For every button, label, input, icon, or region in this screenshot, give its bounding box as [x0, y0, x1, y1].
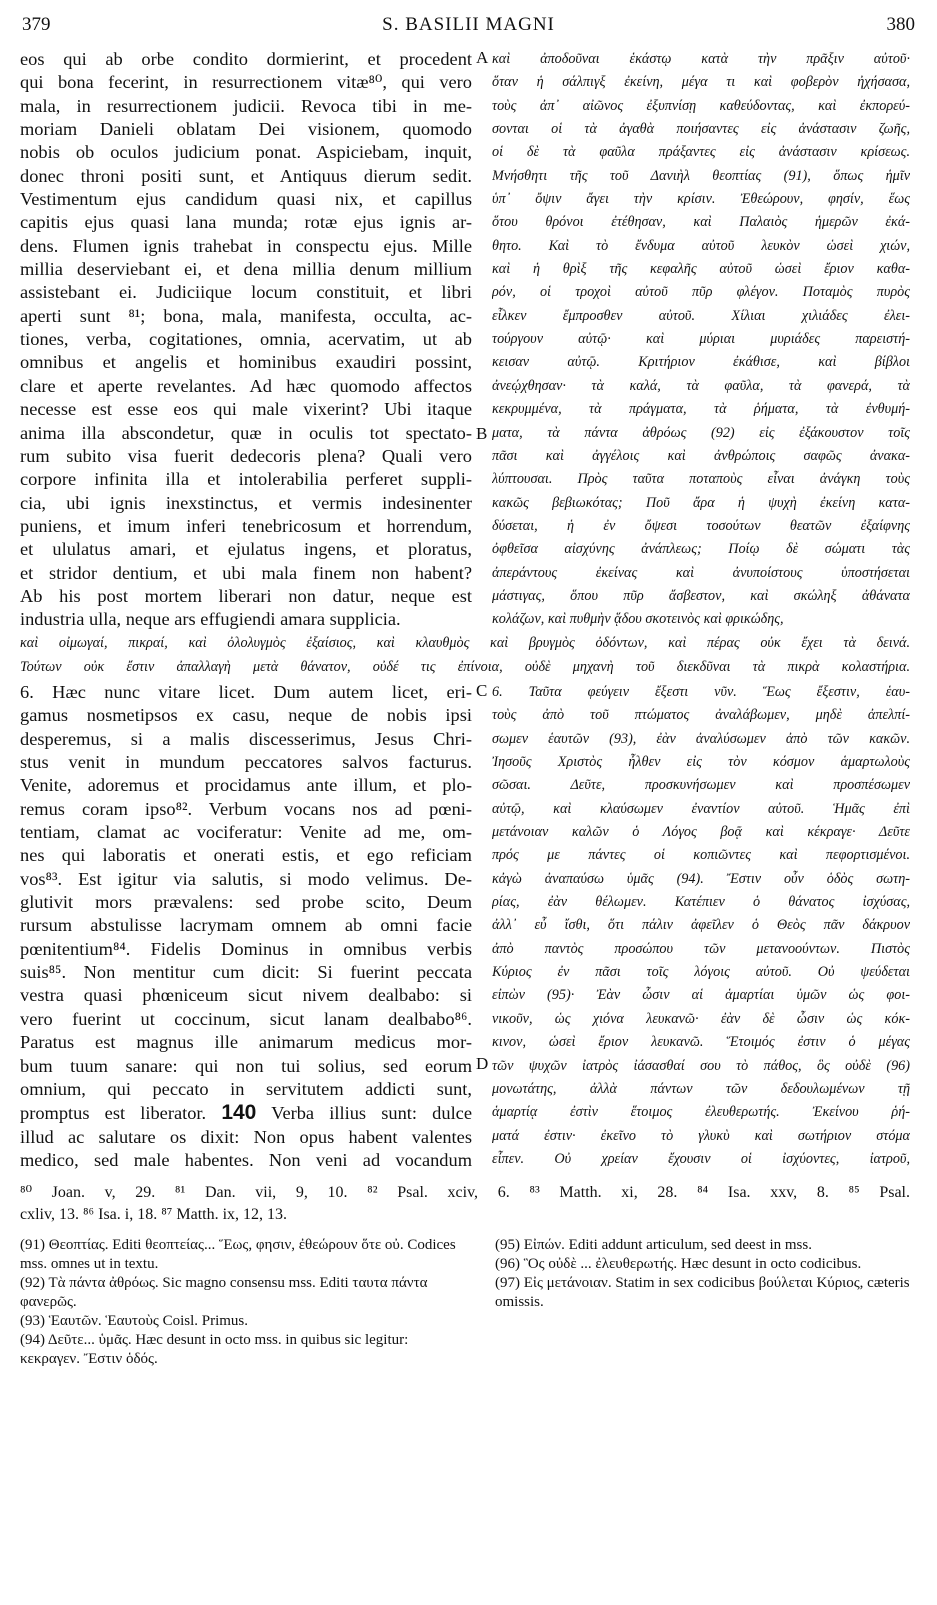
greek-text-line: 6. Ταῦτα φεύγειν ἔξεστι νῦν. Ἕως ἔξεστιν, ἑαυ-: [492, 684, 910, 700]
latin-text-line: cia, ubi ignis inexstinctus, et vermis indesinenter: [20, 492, 472, 513]
greek-text-line: τῶν ψυχῶν ἰατρὸς ἰάσασθαί σου τὸ πάθος, ὃς οὐδὲ (96): [492, 1057, 910, 1074]
section-marker-c: C: [476, 681, 488, 700]
greek-text-line: ἀπὸ παντὸς προσώπου τῶν μετανοούντων. Πιστὸς: [492, 940, 910, 957]
footnote: (91) Θεοπτίας. Editi θεοπτείας... Ἕως, φησιν, ἐθεώρουν ὅτε οὐ. Codices mss. omnes ut in textu.: [20, 1237, 456, 1272]
greek-text-line: εἷλκεν ἔμπροσθεν αὐτοῦ. Χίλιαι χιλιάδες ἐλει-: [492, 307, 910, 324]
greek-text-line: κεκρυμμένα, τὰ πράγματα, τὰ ῥήματα, τὰ ἐνθυμή-: [492, 401, 910, 418]
scripture-references: [20, 1182, 910, 1226]
greek-text-line: μετάνοιαν καλῶν ὁ Λόγος βοᾷ καὶ κέκραγε· Δεῦτε: [492, 824, 910, 841]
latin-text-line: 6. Hæc nunc vitare licet. Dum autem licet, eri-: [20, 682, 472, 702]
greek-text-line: σῶσαι. Δεῦτε, προσκυνήσωμεν καὶ προσπέσωμεν: [492, 777, 910, 794]
greek-text-line: καὶ ἀποδοῦναι ἑκάστῳ κατὰ τὴν πρᾶξιν αὐτοῦ·: [492, 51, 910, 67]
footnote: (96) Ὃς οὐδὲ ... ἐλευθερωτής. Hæc desunt in octo codicibus.: [495, 1256, 862, 1272]
page-number-left: 379: [22, 14, 51, 35]
greek-text-line: ματα, τὰ πάντα ἀθρόως (92) εἰς ἐξάκουστον τοῖς: [492, 424, 910, 441]
greek-text-line: οἱ δὲ τὰ φαῦλα πράξαντες εἰς ἀνάστασιν κρίσεως.: [492, 144, 910, 161]
latin-text-line: rum subito visa fuerit dedecoris plena? Quali vero: [20, 445, 472, 466]
greek-text-line: καὶ οἰμωγαί, πικραί, καὶ ὀλολυγμὸς ἐξαίσιος, καὶ κλαυθμὸς καὶ βρυγμὸς ὀδόντων, καὶ πέρας οὐκ ἔχει τὰ δεινά.: [20, 635, 910, 651]
greek-text-line: κεισαν αὐτῷ. Κριτήριον ἐκάθισε, καὶ βίβλοι: [492, 354, 910, 371]
latin-text-line: gamus nosmetipsos ex casu, neque de nobis ipsi: [20, 705, 472, 726]
greek-text-line: σωμεν ἑαυτῶν (93), ἐὰν ἀναλύσωμεν ἀπὸ τῶν κακῶν.: [492, 730, 910, 747]
greek-text-line: εἰπὼν (95)· Ἐὰν ὦσιν αἱ ἁμαρτίαι ὑμῶν ὡς φοι-: [492, 987, 910, 1004]
latin-text-line: aperti sunt ⁸¹; bona, mala, manifesta, occulta, ac-: [20, 305, 472, 326]
greek-text-line: ὀφθεῖσα αἰσχύνης ἀνάπλεως; Ποίῳ δὲ σώματι τὰς: [492, 541, 910, 558]
latin-text-line: corpore infinita illa et intolerabilia perferet suppli-: [20, 469, 472, 490]
latin-text-line: industria ulla, neque ars effugiendi amara supplicia.: [20, 609, 401, 630]
greek-text-line: εἶπεν. Οὐ χρείαν ἔχουσιν οἱ ἰσχύοντες, ἰατροῦ,: [492, 1150, 910, 1167]
greek-text-line: μονωτάτης, ἀλλὰ πάντων τῶν δεδουλωμένων τῇ: [492, 1080, 910, 1097]
greek-text-line: κακῶς βεβιωκότας; Ποῦ ἄρα ἡ ψυχὴ ἐκείνη κατα-: [492, 494, 910, 511]
footnote: (95) Εἰπών. Editi addunt articulum, sed deest in mss.: [495, 1237, 812, 1253]
latin-text-line: [20, 1101, 472, 1125]
greek-text-line: ρίας, ἐὰν θέλωμεν. Κατέπιεν ὁ θάνατος ἰσχύσας,: [492, 894, 910, 911]
latin-column-upper: [20, 48, 472, 632]
greek-text-line: δύσεται, ἡ ἐν ὄψεσι τοσούτων θεατῶν ἐξαίφνης: [492, 517, 910, 534]
latin-text-line: nobis ob oculos judicium ponat. Aspiciebam, inquit,: [20, 142, 472, 163]
greek-text-line: Κύριος ἐν πᾶσι τοῖς λόγοις αὐτοῦ. Οὐ ψεύδεται: [492, 964, 910, 981]
greek-text-line: ἀπεράντους ἐκείνας καὶ ἀνυποίστους ὑποστήσεται: [492, 564, 910, 581]
latin-text-line: stus venit in mundum peccatores salvos facturus.: [20, 752, 472, 773]
latin-text-line: Ab his post mortem liberari non datur, neque est: [20, 585, 472, 606]
latin-text-line: qui bona fecerint, in resurrectionem vitæ⁸⁰, qui vero: [20, 72, 472, 93]
footnote: (97) Εἰς μετάνοιαν. Statim in sex codicibus βούλεται Κύριος, cæteris omissis.: [495, 1275, 910, 1310]
latin-text-line: et ululatus amari, et ejulatus ingens, et ploratus,: [20, 539, 472, 560]
greek-text-line: τούργουν αὐτῷ· καὶ μύριαι μυριάδες παρειστή-: [492, 331, 910, 348]
latin-text-line: clare et aperte revelantes. Ad hæc quomodo affectos: [20, 375, 472, 396]
greek-text-line: τοὺς ἀπὸ τοῦ πτώματος ἀναλάβωμεν, μηδὲ ἀπελπί-: [492, 707, 910, 724]
greek-text-line: Ἰησοῦς Χριστὸς ἦλθεν εἰς τὸν κόσμον ἁμαρτωλοὺς: [492, 754, 910, 771]
greek-text-line: κινον, ὡσεὶ ἔριον λευκανῶ. Ἕτοιμός ἐστιν ὁ μέγας: [492, 1034, 910, 1051]
latin-text-line: tiones, verba, cogitationes, omnia, acervatim, ut ab: [20, 329, 472, 350]
greek-column-lower: [492, 681, 910, 1172]
greek-text-line: Μνήσθητι τῆς τοῦ Δανιὴλ θεοπτίας (91), ὅπως ἡμῖν: [492, 167, 910, 184]
latin-text-line: vos⁸³. Est igitur via salutis, si modo velimus. De-: [20, 868, 472, 889]
latin-column-lower: [20, 681, 472, 1172]
latin-text-line: necesse est esse eos qui male vixerint? Ubi itaque: [20, 399, 472, 420]
latin-text-line: glutivit mors prævalens: sed probe scito, Deum: [20, 892, 472, 913]
footnote: (93) Ἑαυτῶν. Ἑαυτοὺς Coisl. Primus.: [20, 1313, 249, 1329]
running-title: S. BASILII MAGNI: [382, 14, 555, 35]
greek-text-line: [492, 1171, 910, 1172]
section-marker-d: D: [476, 1054, 489, 1073]
latin-text-line: bum tuum sanare: qui non tui solius, sed eorum: [20, 1055, 472, 1076]
latin-text-line: assistebant ei. Judiciique locum constituit, et libri: [20, 282, 472, 303]
latin-text-line: anima illa abscondetur, quæ in oculis tot spectato-: [20, 422, 472, 443]
greek-text-line: ἀλλ᾽ εὖ ἴσθι, ὅτι πάλιν ἀφεῖλεν ὁ Θεὸς πᾶν δάκρυον: [492, 917, 910, 934]
latin-text-line: desperemus, si a malis discesserimus, Jesus Chri-: [20, 728, 472, 749]
latin-text-fragment: Verba illius sunt: dulce: [256, 1103, 472, 1124]
greek-text-line: ρόν, οἱ τροχοὶ αὐτοῦ πῦρ φλέγον. Ποταμὸς πυρὸς: [492, 284, 910, 301]
latin-text-line: vero fuerint ut coccinum, sicut lanam dealbabo⁸⁶.: [20, 1008, 472, 1029]
greek-text-line: πᾶσι καὶ ἀγγέλοις καὶ ἀνθρώποις σαφῶς ἀνακα-: [492, 447, 910, 464]
latin-text-line: puniens, et imum inferi tenebricosum et horrendum,: [20, 515, 472, 536]
greek-text-line: θητο. Καὶ τὸ ἔνδυμα αὐτοῦ λευκὸν ὡσεὶ χιών,: [492, 237, 910, 254]
footnotes-right: [495, 1236, 910, 1312]
greek-text-line: κἀγὼ ἀναπαύσω ὑμᾶς (94). Ἔστιν οὖν ὁδὸς σωτη-: [492, 870, 910, 887]
greek-text-line: ὑπ᾽ ὄψιν ἄγει τὴν κρίσιν. Ἐθεώρουν, φησίν, ἕως: [492, 191, 910, 208]
greek-text-line: ἁμαρτίᾳ ἐστὶν ἕτοιμος ἐλευθερωτής. Ἐκείνου ῥή-: [492, 1104, 910, 1121]
greek-text-line: λύπτουσαι. Πρὸς ταῦτα ποταποὺς εἶναι ἀνάγκη τοὺς: [492, 471, 910, 488]
column-number: 140: [221, 1101, 257, 1125]
latin-text-line: illud ac salutare os dixit: Non opus habent valentes: [20, 1126, 472, 1147]
latin-text-line: mala, in resurrectionem judicii. Revoca tibi in me-: [20, 95, 472, 116]
latin-text-line: suis⁸⁵. Non mentitur cum dicit: Si fuerint peccata: [20, 962, 472, 983]
greek-text-line: πρός με πάντες οἱ κοπιῶντες καὶ πεφορτισμένοι.: [492, 847, 910, 864]
greek-fullwidth-lines: [20, 632, 910, 680]
latin-text-line: Paratus est magnus ille animarum medicus mor-: [20, 1032, 472, 1053]
latin-text-fragment: promptus est liberator.: [20, 1103, 222, 1124]
greek-column-upper: [492, 48, 910, 632]
latin-text-line: Venite, adoremus et procidamus ante illum, et plo-: [20, 775, 472, 796]
section-marker-a: A: [476, 48, 489, 67]
latin-text-line: dens. Flumen ignis trahebat in conspectu ejus. Mille: [20, 235, 472, 256]
latin-text-line: donec throni positi sunt, et Antiquus dierum sedit.: [20, 165, 472, 186]
greek-text-line: μάστιγας, ὅπου πῦρ ἄσβεστον, καὶ σκώληξ ἀθάνατα: [492, 587, 910, 604]
greek-text-line: ἀνεῴχθησαν· τὰ καλά, τὰ φαῦλα, τὰ φανερά, τὰ: [492, 377, 910, 394]
page-number-right: 380: [886, 14, 915, 35]
reference-line: cxliv, 13. ⁸⁶ Isa. i, 18. ⁸⁷ Matth. ix, 12, 13.: [20, 1206, 288, 1223]
latin-text-line: capitis ejus quasi lana munda; rotæ ejus ignis ar-: [20, 212, 472, 233]
greek-text-line: ματά ἐστιν· ἐκεῖνο τὸ γλυκὺ καὶ σωτήριον στόμα: [492, 1127, 910, 1144]
latin-text-line: medico, sed male habentes. Non veni ad vocandum: [20, 1149, 472, 1170]
greek-text-line: νικοῦν, ὡς χιόνα λευκανῶ· ἐὰν δὲ ὦσιν ὡς κόκ-: [492, 1010, 910, 1027]
latin-text-line: moriam Danieli oblatam Dei visionem, quomodo: [20, 119, 472, 140]
latin-text-line: omnium, qui peccato in servitutem addicti sunt,: [20, 1078, 472, 1099]
latin-text-line: eos qui ab orbe condito dormierint, et procedent: [20, 49, 472, 69]
greek-text-line: Τούτων οὐκ ἔστιν ἀπαλλαγὴ μετὰ θάνατον, οὐδέ τις ἐπίνοια, οὐδὲ μηχανὴ τοῦ διεκδῦναι τὰ πικρὰ κολαστήρια.: [20, 658, 910, 675]
page-header: [22, 14, 915, 42]
greek-text-line: αὐτῷ, καὶ κλαύσωμεν ἐναντίον αὐτοῦ. Ἡμᾶς ἐπὶ: [492, 800, 910, 817]
greek-text-line: ὅταν ἡ σάλπιγξ ἐκείνη, μέγα τι καὶ φοβερὸν ἠχήσασα,: [492, 74, 910, 91]
latin-text-line: remus coram ipso⁸². Verbum vocans nos ad pœni-: [20, 798, 472, 819]
footnotes-left: [20, 1236, 465, 1369]
greek-text-line: κολάζων, καὶ πυθμὴν ᾅδου σκοτεινὸς καὶ φρικώδης,: [492, 611, 784, 628]
latin-text-line: Vestimentum ejus candidum quasi nix, et capillus: [20, 189, 472, 210]
section-marker-b: B: [476, 424, 488, 443]
latin-text-line: millia deserviebant ei, et dena millia denum millium: [20, 259, 472, 280]
footnote: (94) Δεῦτε... ὑμᾶς. Hæc desunt in octo mss. in quibus sic legitur: κεκραγεν. Ἔστιν ὁδός.: [20, 1332, 409, 1367]
greek-text-line: σονται οἱ τὰ ἀγαθὰ ποιήσαντες εἰς ἀνάστασιν ζωῆς,: [492, 121, 910, 138]
latin-text-line: et stridor dentium, et ubi mala finem non habent?: [20, 562, 472, 583]
footnote: (92) Τὰ πάντα ἀθρόως. Sic magno consensu mss. Editi ταυτα πάντα φανερῶς.: [20, 1275, 428, 1310]
greek-text-line: ὅτου θρόνοι ἐτέθησαν, καὶ Παλαιὸς ἡμερῶν ἐκά-: [492, 214, 910, 231]
greek-text-line: τοὺς ἀπ᾽ αἰῶνος ἐξυπνίσῃ καθεύδοντας, καὶ ἐκπορεύ-: [492, 97, 910, 114]
latin-text-line: pœnitentium⁸⁴. Fidelis Dominus in omnibus verbis: [20, 938, 472, 959]
latin-text-line: rursum abstulisse lacrymam omnem ab omni facie: [20, 915, 472, 936]
latin-text-line: vestra quasi phœniceum sicut nivem dealbabo: si: [20, 985, 472, 1006]
latin-text-line: nes qui laboratis et onerati estis, et ego reficiam: [20, 845, 472, 866]
latin-text-line: tentiam, clamat ac vociferatur: Venite ad me, om-: [20, 822, 472, 843]
latin-text-line: omnibus et angelis et hominibus exaudiri possint,: [20, 352, 472, 373]
greek-text-line: καὶ ἡ θρὶξ τῆς κεφαλῆς αὐτοῦ ὡσεὶ ἔριον καθα-: [492, 261, 910, 278]
reference-line: ⁸⁰ Joan. v, 29. ⁸¹ Dan. vii, 9, 10. ⁸² Psal. xciv, 6. ⁸³ Matth. xi, 28. ⁸⁴ Isa. xxv, 8. ⁸⁵ Psal.: [20, 1184, 910, 1201]
